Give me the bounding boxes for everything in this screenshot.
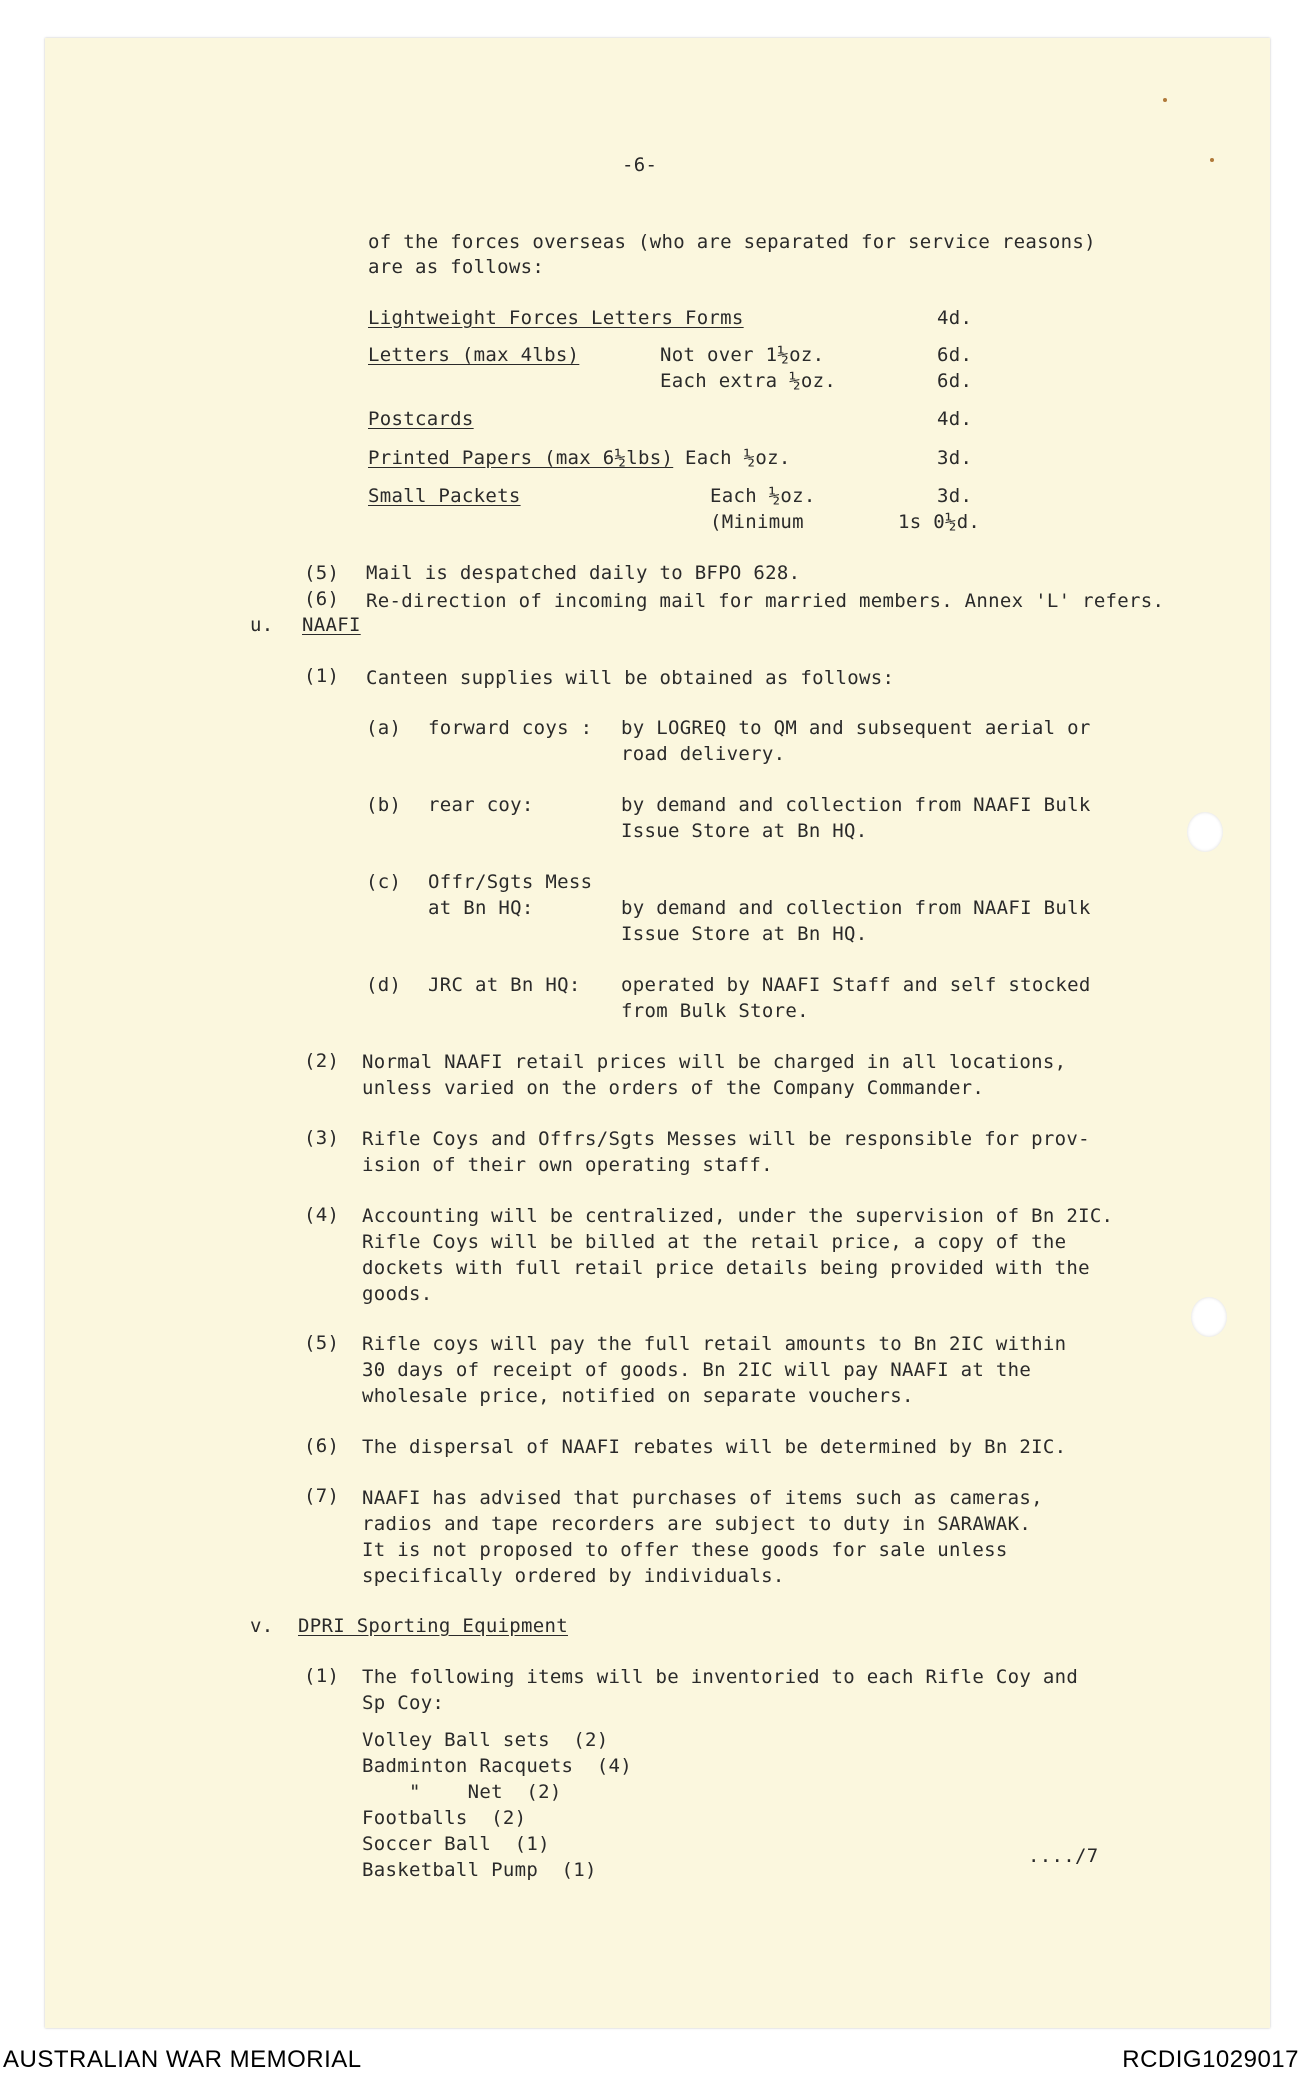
sub-letter: (d) bbox=[366, 974, 402, 996]
equipment-item: Volley Ball sets (2) bbox=[362, 1729, 609, 1751]
item-text: Mail is despatched daily to BFPO 628. bbox=[366, 562, 801, 584]
item-number: (6) bbox=[304, 1435, 340, 1457]
item-text: Re-direction of incoming mail for married members. Annex 'L' refers. bbox=[366, 590, 1165, 612]
section-letter: u. bbox=[250, 614, 274, 636]
item-number: (4) bbox=[304, 1204, 340, 1226]
sub-text: by LOGREQ to QM and subsequent aerial or bbox=[621, 717, 1091, 739]
item-number: (7) bbox=[304, 1485, 340, 1507]
sub-text: road delivery. bbox=[621, 743, 786, 765]
item-text: The dispersal of NAAFI rebates will be determined by Bn 2IC. bbox=[362, 1436, 1067, 1458]
sub-label: at Bn HQ: bbox=[428, 897, 534, 919]
item-text: Normal NAAFI retail prices will be charged in all locations, bbox=[362, 1051, 1067, 1073]
item-text: 30 days of receipt of goods. Bn 2IC will pay NAAFI at the bbox=[362, 1359, 1032, 1381]
equipment-item: Basketball Pump (1) bbox=[362, 1859, 597, 1881]
item-text: ision of their own operating staff. bbox=[362, 1154, 773, 1176]
footer-id: RCDIG1029017 bbox=[1122, 2046, 1299, 2073]
item-number: (1) bbox=[304, 1665, 340, 1687]
intro-line: are as follows: bbox=[368, 256, 545, 278]
equipment-item: Soccer Ball (1) bbox=[362, 1833, 550, 1855]
equipment-item: " Net (2) bbox=[362, 1781, 562, 1803]
rate-price: 6d. bbox=[937, 344, 973, 366]
rate-detail: Each extra ½oz. bbox=[660, 370, 837, 392]
sub-letter: (c) bbox=[366, 871, 402, 893]
punch-hole bbox=[1187, 812, 1223, 852]
page-number: -6- bbox=[622, 154, 658, 176]
item-text: dockets with full retail price details being provided with the bbox=[362, 1257, 1090, 1279]
item-text: goods. bbox=[362, 1283, 433, 1305]
item-text: Sp Coy: bbox=[362, 1692, 445, 1714]
rate-detail: Each ½oz. bbox=[710, 485, 816, 507]
rate-item: Small Packets bbox=[368, 485, 521, 507]
item-text: unless varied on the orders of the Company Commander. bbox=[362, 1077, 985, 1099]
section-title: DPRI Sporting Equipment bbox=[298, 1615, 568, 1637]
paper-speck bbox=[1163, 98, 1167, 102]
item-text: The following items will be inventoried to each Rifle Coy and bbox=[362, 1666, 1079, 1688]
equipment-item: Badminton Racquets (4) bbox=[362, 1755, 632, 1777]
rate-detail: Each ½oz. bbox=[684, 447, 791, 469]
punch-hole bbox=[1191, 1297, 1227, 1337]
rate-price: 3d. bbox=[937, 485, 973, 507]
rate-price: 6d. bbox=[937, 370, 973, 392]
item-text: Canteen supplies will be obtained as follows: bbox=[366, 667, 895, 689]
sub-text: operated by NAAFI Staff and self stocked bbox=[621, 974, 1091, 996]
rate-detail: Not over 1½oz. bbox=[660, 344, 825, 366]
item-number: (5) bbox=[304, 1332, 340, 1354]
section-letter: v. bbox=[250, 1615, 274, 1637]
item-number: (1) bbox=[304, 665, 340, 687]
rate-price: 4d. bbox=[937, 408, 973, 430]
sub-text: by demand and collection from NAAFI Bulk bbox=[621, 897, 1091, 919]
item-text: Rifle Coys and Offrs/Sgts Messes will be responsible for prov- bbox=[362, 1128, 1090, 1150]
item-text: specifically ordered by individuals. bbox=[362, 1565, 785, 1587]
sub-text: by demand and collection from NAAFI Bulk bbox=[621, 794, 1091, 816]
sub-label: rear coy: bbox=[428, 794, 534, 816]
rate-item-printed-papers bbox=[368, 446, 791, 471]
rate-item: Letters (max 4lbs) bbox=[368, 344, 580, 366]
document-page bbox=[45, 38, 1270, 2028]
continuation-marker: ..../7 bbox=[1028, 1845, 1099, 1867]
item-text: Rifle Coys will be billed at the retail price, a copy of the bbox=[362, 1231, 1067, 1253]
paper-speck bbox=[1210, 158, 1214, 162]
rate-item: Printed Papers (max 6½lbs) bbox=[368, 447, 674, 469]
item-text: Accounting will be centralized, under the supervision of Bn 2IC. bbox=[362, 1205, 1114, 1227]
rate-item: Lightweight Forces Letters Forms bbox=[368, 307, 744, 329]
sub-letter: (b) bbox=[366, 794, 402, 816]
equipment-item: Footballs (2) bbox=[362, 1807, 527, 1829]
item-number: (5) bbox=[304, 562, 340, 584]
item-number: (3) bbox=[304, 1127, 340, 1149]
sub-label: Offr/Sgts Mess bbox=[428, 871, 593, 893]
sub-text: Issue Store at Bn HQ. bbox=[621, 923, 868, 945]
rate-price: 3d. bbox=[937, 447, 973, 469]
item-text: It is not proposed to offer these goods for sale unless bbox=[362, 1539, 1008, 1561]
item-text: radios and tape recorders are subject to duty in SARAWAK. bbox=[362, 1513, 1032, 1535]
sub-label: JRC at Bn HQ: bbox=[428, 974, 581, 996]
intro-line: of the forces overseas (who are separated for service reasons) bbox=[368, 231, 1096, 253]
item-text: NAAFI has advised that purchases of items such as cameras, bbox=[362, 1487, 1043, 1509]
item-text: Rifle coys will pay the full retail amounts to Bn 2IC within bbox=[362, 1333, 1067, 1355]
rate-price: 1s 0½d. bbox=[898, 511, 981, 533]
item-number: (2) bbox=[304, 1050, 340, 1072]
rate-item: Postcards bbox=[368, 408, 474, 430]
sub-label: forward coys : bbox=[428, 717, 593, 739]
footer-source: AUSTRALIAN WAR MEMORIAL bbox=[3, 2046, 362, 2073]
item-number: (6) bbox=[304, 588, 340, 610]
sub-letter: (a) bbox=[366, 717, 402, 739]
sub-text: from Bulk Store. bbox=[621, 1000, 809, 1022]
item-text: wholesale price, notified on separate vouchers. bbox=[362, 1385, 914, 1407]
sub-text: Issue Store at Bn HQ. bbox=[621, 820, 868, 842]
rate-detail: (Minimum bbox=[710, 511, 804, 533]
section-title: NAAFI bbox=[302, 614, 361, 636]
rate-price: 4d. bbox=[937, 307, 973, 329]
